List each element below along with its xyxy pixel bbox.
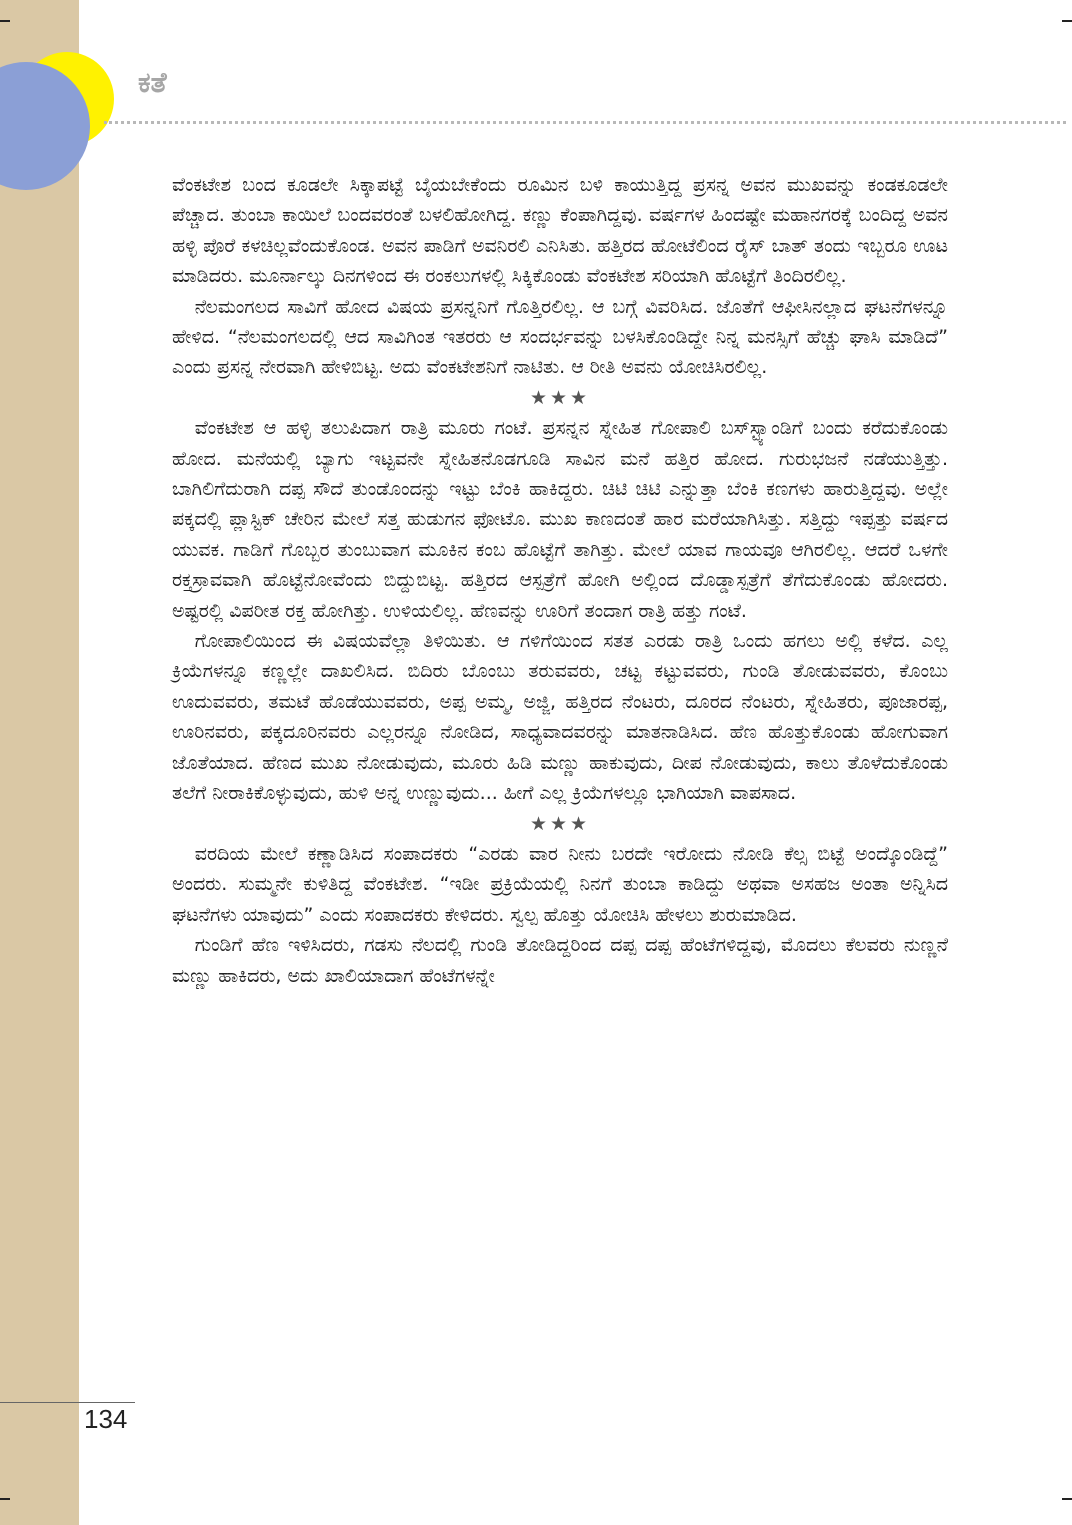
paragraph: ವರದಿಯ ಮೇಲೆ ಕಣ್ಣಾಡಿಸಿದ ಸಂಪಾದಕರು “ಎರಡು ವಾರ ನೀನು ಬರದೇ ಇರೋದು ನೋಡಿ ಕೆಲ್ಸ ಬಿಟ್ಟೆ ಅಂದ್ಕೊಂಡಿದ್ದೆ” ಅಂದರು. ಸುಮ್ಮನೇ ಕುಳಿತಿದ್ದ ವೆಂಕಟೇಶ. “ಇಡೀ ಪ್ರಕ್ರಿಯೆಯಲ್ಲಿ ನಿನಗೆ ತುಂಬಾ ಕಾಡಿದ್ದು ಅಥವಾ ಅಸಹಜ ಅಂತಾ ಅನ್ನಿಸಿದ ಘಟನೆಗಳು ಯಾವುದು” ಎಂದು ಸಂಪಾದಕರು ಕೇಳಿದರು. ಸ್ವಲ್ಪ ಹೊತ್ತು ಯೋಚಿಸಿ ಹೇಳಲು ಶುರುಮಾಡಿದ. bbox=[172, 842, 948, 926]
paragraph: ವೆಂಕಟೇಶ ಆ ಹಳ್ಳಿ ತಲುಪಿದಾಗ ರಾತ್ರಿ ಮೂರು ಗಂಟೆ. ಪ್ರಸನ್ನನ ಸ್ನೇಹಿತ ಗೋಪಾಲಿ ಬಸ್‌ಸ್ಟ್ಯಾಂಡಿಗೆ ಬಂದು ಕರೆದುಕೊಂಡು ಹೋದ. ಮನೆಯಲ್ಲಿ ಬ್ಯಾಗು ಇಟ್ಟವನೇ ಸ್ನೇಹಿತನೊಡಗೂಡಿ ಸಾವಿನ ಮನೆ ಹತ್ತಿರ ಹೋದ. ಗುರುಭಜನೆ ನಡೆಯುತ್ತಿತ್ತು. ಬಾಗಿಲಿಗೆದುರಾಗಿ ದಪ್ಪ ಸೌದೆ ತುಂಡೊಂದನ್ನು ಇಟ್ಟು ಬೆಂಕಿ ಹಾಕಿದ್ದರು. ಚಿಟಿ ಚಿಟಿ ಎನ್ನುತ್ತಾ ಬೆಂಕಿ ಕಣಗಳು ಹಾರುತ್ತಿದ್ದವು. ಅಲ್ಲೇ ಪಕ್ಕದಲ್ಲಿ ಪ್ಲಾಸ್ಟಿಕ್ ಚೇರಿನ ಮೇಲೆ ಸತ್ತ ಹುಡುಗನ ಫೋಟೊ. ಮುಖ ಕಾಣದಂತೆ ಹಾರ ಮರೆಯಾಗಿಸಿತ್ತು. ಸತ್ತಿದ್ದು ಇಪ್ಪತ್ತು ವರ್ಷದ ಯುವಕ. ಗಾಡಿಗೆ ಗೊಬ್ಬರ ತುಂಬುವಾಗ ಮೂಕಿನ ಕಂಬ ಹೊಟ್ಟೆಗೆ ತಾಗಿತ್ತು. ಮೇಲೆ ಯಾವ ಗಾಯವೂ ಆಗಿರಲಿಲ್ಲ. ಆದರೆ ಒಳಗೇ ರಕ್ತಸ್ರಾವವಾಗಿ ಹೊಟ್ಟೆನೋವೆಂದು ಬಿದ್ದುಬಿಟ್ಟ. ಹತ್ತಿರದ ಆಸ್ಪತ್ರೆಗೆ ಹೋಗಿ ಅಲ್ಲಿಂದ ದೊಡ್ಡಾಸ್ಪತ್ರೆಗೆ ತೆಗೆದುಕೊಂಡು ಹೋದರು. ಅಷ್ಟರಲ್ಲಿ ವಿಪರೀತ ರಕ್ತ ಹೋಗಿತ್ತು. ಉಳಿಯಲಿಲ್ಲ. ಹೆಣವನ್ನು ಊರಿಗೆ ತಂದಾಗ ರಾತ್ರಿ ಹತ್ತು ಗಂಟೆ. bbox=[172, 417, 948, 622]
section-separator: ★★★ bbox=[529, 812, 591, 835]
paragraph: ಗೋಪಾಲಿಯಿಂದ ಈ ವಿಷಯವೆಲ್ಲಾ ತಿಳಿಯಿತು. ಆ ಗಳಿಗೆಯಿಂದ ಸತತ ಎರಡು ರಾತ್ರಿ ಒಂದು ಹಗಲು ಅಲ್ಲಿ ಕಳೆದ. ಎಲ್ಲ ಕ್ರಿಯೆಗಳನ್ನೂ ಕಣ್ಣಲ್ಲೇ ದಾಖಲಿಸಿದ. ಬಿದಿರು ಬೊಂಬು ತರುವವರು, ಚಟ್ಟ ಕಟ್ಟುವವರು, ಗುಂಡಿ ತೋಡುವವರು, ಕೊಂಬು ಊದುವವರು, ತಮಟೆ ಹೊಡೆಯುವವರು, ಅಪ್ಪ ಅಮ್ಮ, ಅಜ್ಜಿ, ಹತ್ತಿರದ ನೆಂಟರು, ದೂರದ ನೆಂಟರು, ಸ್ನೇಹಿತರು, ಪೂಜಾರಪ್ಪ, ಊರಿನವರು, ಪಕ್ಕದೂರಿನವರು ಎಲ್ಲರನ್ನೂ ನೋಡಿದ, ಸಾಧ್ಯವಾದವರನ್ನು ಮಾತನಾಡಿಸಿದ. ಹೆಣ ಹೊತ್ತುಕೊಂಡು ಹೋಗುವಾಗ ಜೊತೆಯಾದ. ಹೆಣದ ಮುಖ ನೋಡುವುದು, ಮೂರು ಹಿಡಿ ಮಣ್ಣು ಹಾಕುವುದು, ದೀಪ ನೋಡುವುದು, ಕಾಲು ತೊಳೆದುಕೊಂಡು ತಲೆಗೆ ನೀರಾಕಿಕೊಳ್ಳುವುದು, ಹುಳಿ ಅನ್ನ ಉಣ್ಣುವುದು... ಹೀಗೆ ಎಲ್ಲ ಕ್ರಿಯೆಗಳಲ್ಲೂ ಭಾಗಿಯಾಗಿ ವಾಪಸಾದ. bbox=[172, 630, 948, 805]
crop-mark-bottom-right bbox=[1062, 1498, 1072, 1500]
footer-rule bbox=[0, 1402, 135, 1403]
paragraph: ವೆಂಕಟೇಶ ಬಂದ ಕೂಡಲೇ ಸಿಕ್ಕಾಪಟ್ಟೆ ಬೈಯಬೇಕೆಂದು ರೂಮಿನ ಬಳಿ ಕಾಯುತ್ತಿದ್ದ ಪ್ರಸನ್ನ ಅವನ ಮುಖವನ್ನು ಕಂಡಕೂಡಲೇ ಪೆಚ್ಚಾದ. ತುಂಬಾ ಕಾಯಿಲೆ ಬಂದವರಂತೆ ಬಳಲಿಹೋಗಿದ್ದ. ಕಣ್ಣು ಕೆಂಪಾಗಿದ್ದವು. ವರ್ಷಗಳ ಹಿಂದಷ್ಟೇ ಮಹಾನಗರಕ್ಕೆ ಬಂದಿದ್ದ ಅವನ ಹಳ್ಳಿ ಪೊರೆ ಕಳಚಿಲ್ಲವೆಂದುಕೊಂಡ. ಅವನ ಪಾಡಿಗೆ ಅವನಿರಲಿ ಎನಿಸಿತು. ಹತ್ತಿರದ ಹೋಟೆಲಿಂದ ರೈಸ್ ಬಾತ್ ತಂದು ಇಬ್ಬರೂ ಊಟ ಮಾಡಿದರು. ಮೂರ್ನಾಲ್ಕು ದಿನಗಳಿಂದ ಈ ರಂಕಲುಗಳಲ್ಲಿ ಸಿಕ್ಕಿಕೊಂಡು ವೆಂಕಟೇಶ ಸರಿಯಾಗಿ ಹೊಟ್ಟೆಗೆ ತಿಂದಿರಲಿಲ್ಲ. bbox=[172, 174, 948, 288]
left-margin-band bbox=[0, 0, 79, 1525]
section-separator: ★★★ bbox=[529, 386, 591, 409]
paragraph: ಗುಂಡಿಗೆ ಹೆಣ ಇಳಿಸಿದರು, ಗಡಸು ನೆಲದಲ್ಲಿ ಗುಂಡಿ ತೋಡಿದ್ದರಿಂದ ದಪ್ಪ ದಪ್ಪ ಹೆಂಟೆಗಳಿದ್ದವು, ಮೊದಲು ಕೆಲವರು ನುಣ್ಣನೆ ಮಣ್ಣು ಹಾಕಿದರು, ಅದು ಖಾಲಿಯಾದಾಗ ಹೆಂಟೆಗಳನ್ನೇ bbox=[172, 934, 948, 987]
paragraph: ನೆಲಮಂಗಲದ ಸಾವಿಗೆ ಹೋದ ವಿಷಯ ಪ್ರಸನ್ನನಿಗೆ ಗೊತ್ತಿರಲಿಲ್ಲ. ಆ ಬಗ್ಗೆ ವಿವರಿಸಿದ. ಜೊತೆಗೆ ಆಫೀಸಿನಲ್ಲಾದ ಘಟನೆಗಳನ್ನೂ ಹೇಳಿದ. “ನೆಲಮಂಗಲದಲ್ಲಿ ಆದ ಸಾವಿಗಿಂತ ಇತರರು ಆ ಸಂದರ್ಭವನ್ನು ಬಳಸಿಕೊಂಡಿದ್ದೇ ನಿನ್ನ ಮನಸ್ಸಿಗೆ ಹೆಚ್ಚು ಘಾಸಿ ಮಾಡಿದೆ” ಎಂದು ಪ್ರಸನ್ನ ನೇರವಾಗಿ ಹೇಳಿಬಿಟ್ಟ. ಅದು ವೆಂಕಟೇಶನಿಗೆ ನಾಟಿತು. ಆ ರೀತಿ ಅವನು ಯೋಚಿಸಿರಲಿಲ್ಲ. bbox=[172, 295, 948, 379]
page-number: 134 bbox=[84, 1404, 128, 1434]
section-title: ಕತೆ bbox=[138, 66, 167, 99]
crop-mark-bottom-left bbox=[0, 1498, 10, 1500]
crop-mark-top-left bbox=[0, 20, 10, 22]
article-body bbox=[172, 170, 948, 991]
header-dotted-rule bbox=[104, 121, 1066, 124]
crop-mark-top-right bbox=[1062, 20, 1072, 22]
